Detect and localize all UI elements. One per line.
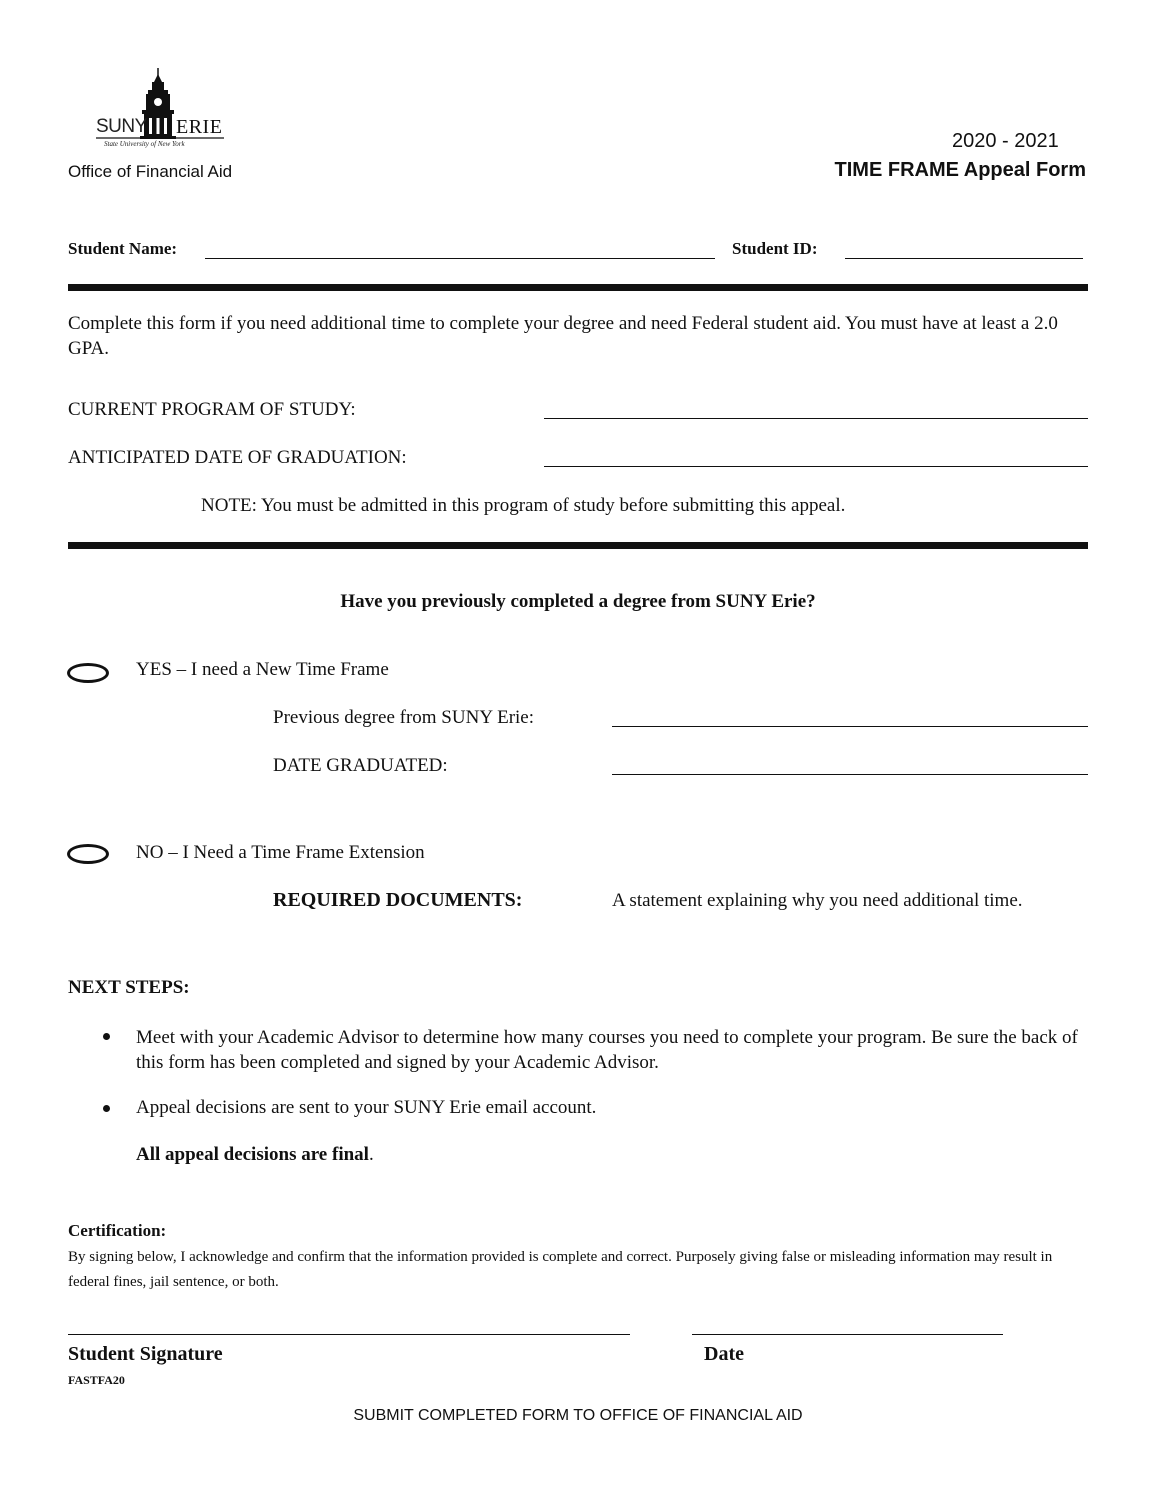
current-program-field[interactable] [544,418,1088,419]
bullet-icon [103,1105,110,1112]
no-option-label: NO – I Need a Time Frame Extension [136,842,425,863]
date-graduated-field[interactable] [612,774,1088,775]
graduation-date-label: ANTICIPATED DATE OF GRADUATION: [68,447,407,468]
required-documents-label: REQUIRED DOCUMENTS: [273,889,523,911]
logo-tagline: State University of New York [104,140,185,148]
next-steps-heading: NEXT STEPS: [68,977,190,998]
intro-text: Complete this form if you need additional time to complete your degree and need Federal student aid. You must have at least a 2.0 GPA. [68,313,1058,359]
date-field[interactable] [692,1334,1003,1335]
yes-radio[interactable] [67,663,109,683]
no-radio[interactable] [67,844,109,864]
form-title: TIME FRAME Appeal Form [834,159,1086,181]
date-label: Date [704,1343,744,1365]
student-name-field[interactable] [205,258,715,259]
form-code: FASTFA20 [68,1373,125,1387]
form-year: 2020 - 2021 [952,130,1059,152]
student-id-field[interactable] [845,258,1083,259]
current-program-label: CURRENT PROGRAM OF STUDY: [68,399,356,420]
required-documents-text: A statement explaining why you need additional time. [612,890,1023,911]
degree-question: Have you previously completed a degree from SUNY Erie? [340,591,816,612]
certification-text: By signing below, I acknowledge and confirm that the information provided is complete and correct. Purposely giving false or misleading information may result in federal fines, jail sentence, or both. [68,1249,1053,1290]
next-step-item-1: Meet with your Academic Advisor to determine how many courses you need to complete your program. Be sure the back of this form has been completed and signed by your Academic Advisor. [136,1027,1078,1073]
student-id-label: Student ID: [732,239,818,258]
submit-instructions: SUBMIT COMPLETED FORM TO OFFICE OF FINANCIAL AID [353,1407,803,1424]
graduation-date-field[interactable] [544,466,1088,467]
program-note: NOTE: You must be admitted in this program of study before submitting this appeal. [201,495,846,516]
logo-erie-text: ERIE [176,116,223,138]
logo-suny-text: SUNY [96,116,147,137]
student-signature-label: Student Signature [68,1343,223,1365]
bullet-icon [103,1033,110,1040]
final-decision-bold: All appeal decisions are final [136,1144,369,1165]
student-signature-field[interactable] [68,1334,630,1335]
suny-erie-logo [94,66,234,150]
final-decision-punct: . [368,1144,374,1165]
date-graduated-label: DATE GRADUATED: [273,755,448,776]
section-divider-1 [68,284,1088,291]
certification-heading: Certification: [68,1221,167,1240]
final-decision-note [136,1144,374,1166]
next-step-item-2: Appeal decisions are sent to your SUNY Erie email account. [136,1097,597,1118]
previous-degree-label: Previous degree from SUNY Erie: [273,707,535,728]
student-name-label: Student Name: [68,239,178,258]
yes-option-label: YES – I need a New Time Frame [136,659,389,680]
office-name: Office of Financial Aid [68,162,233,181]
previous-degree-field[interactable] [612,726,1088,727]
section-divider-2 [68,542,1088,549]
